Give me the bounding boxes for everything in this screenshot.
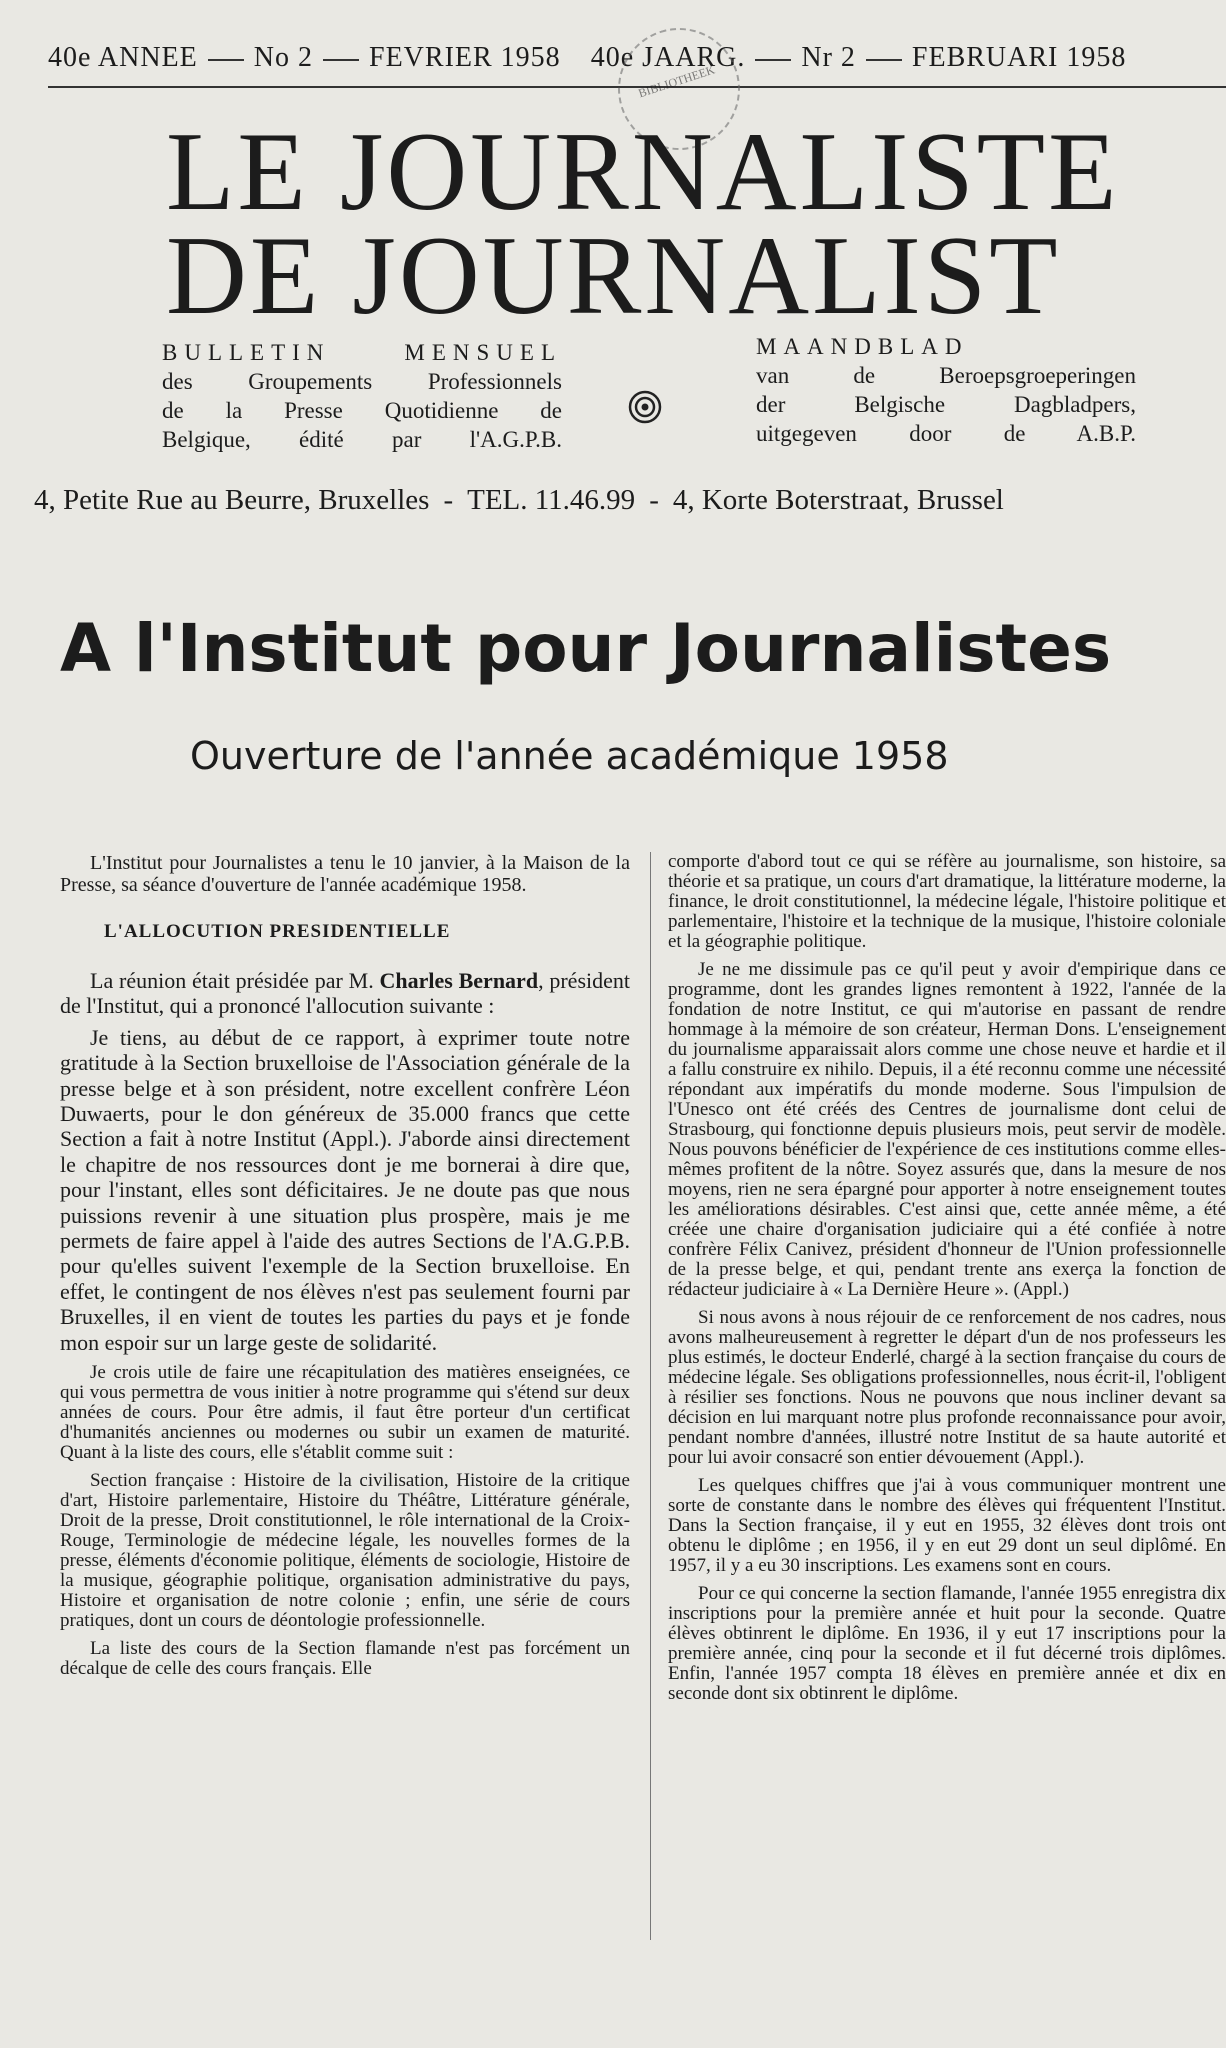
paragraph: La réunion était présidée par M. Charles Bernard, président de l'Institut, qui a prononcé l'allocution suivante : bbox=[60, 968, 630, 1019]
publisher-emblem-icon bbox=[628, 390, 662, 424]
separator-dash bbox=[866, 59, 902, 61]
article-headline: A l'Institut pour Journalistes bbox=[60, 610, 1112, 687]
number-fr: No 2 bbox=[253, 42, 313, 73]
paragraph: Section française : Histoire de la civilisation, Histoire de la critique d'art, Histoire parlementaire, Histoire du Théâtre, Littérature générale, Droit de la presse, Droit constitutionnel, le rôle international de la Croix-Rouge, Terminologie de médecine légale, les nouvelles formes de la presse, éléments d'économie politique, éléments de sociologie, Histoire de la musique, géographie politique, organisation administrative du pays, Histoire et organisation de notre colonie ; enfin, une série de cours pratiques, dont un cours de déontologie professionnelle. bbox=[60, 1470, 630, 1632]
address-line: 4, Petite Rue au Beurre, Bruxelles - TEL. 11.46.99 - 4, Korte Boterstraat, Brussel bbox=[34, 484, 1226, 517]
section-title: L'ALLOCUTION PRESIDENTIELLE bbox=[104, 921, 451, 942]
masthead-line-fr: LE JOURNALISTE bbox=[166, 110, 1120, 234]
subtitle-fr-line: des Groupements Professionnels bbox=[162, 369, 562, 394]
issue-nl: 40e JAARG. bbox=[590, 42, 746, 73]
article-column-left bbox=[60, 852, 630, 1679]
paragraph: Je tiens, au début de ce rapport, à exprimer toute notre gratitude à la Section bruxelloise de l'Association générale de la presse belge et à son président, notre excellent confrère Léon Duwaerts, pour le don généreux de 35.000 francs que cette Section a fait à notre Institut (Appl.). J'aborde ainsi directement le chapitre de nos ressources dont je me bornerai à dire que, pour l'instant, elles sont déficitaires. Je ne doute pas que nous puissions revenir à une situation plus prospère, mais je me permets de faire appel à l'aide des autres Sections de l'A.G.P.B. pour qu'elles suivent l'exemple de la Section bruxelloise. En effet, le contingent de nos élèves n'est pas seulement fourni par Bruxelles, il en vient de toutes les parties du pays et je fonde mon espoir sur un large geste de solidarité. bbox=[60, 1024, 630, 1355]
paragraph: Si nous avons à nous réjouir de ce renforcement de nos cadres, nous avons malheureusement à regretter le départ d'un de nos professeurs les plus estimés, le docteur Enderlé, chargé à la section française du cours de médecine légale. Ses obligations professionnelles, nous écrit-il, l'obligent à résilier ses fonctions. Nous ne pouvons que nous incliner devant sa décision en lui marquant notre plus profonde reconnaissance pour avoir, pendant nombre d'années, illustré notre Institut de sa haute autorité et pour lui avoir consacré son entier dévouement (Appl.). bbox=[668, 1307, 1226, 1468]
paragraph: Je crois utile de faire une récapitulation des matières enseignées, ce qui vous permettra de vous initier à notre programme qui s'étend sur deux années de cours. Pour être admis, il faut être porteur d'un certificat d'humanités anciennes ou modernes ou subir un examen de maturité. Quant à la liste des cours, elle s'établit comme suit : bbox=[60, 1362, 630, 1464]
library-stamp: BIBLIOTHEEK bbox=[602, 12, 756, 166]
subtitle-nl-line: der Belgische Dagbladpers, bbox=[756, 392, 1136, 417]
telephone: TEL. 11.46.99 bbox=[467, 484, 635, 517]
column-divider bbox=[650, 852, 651, 1940]
subtitle-fr-line: Belgique, édité par l'A.G.P.B. bbox=[162, 427, 562, 452]
subtitle-nl-line: van de Beroepsgroeperingen bbox=[756, 363, 1136, 388]
address-nl: 4, Korte Boterstraat, Brussel bbox=[673, 484, 1004, 517]
separator-dash bbox=[755, 59, 791, 61]
article-column-right bbox=[668, 852, 1226, 1704]
paragraph: Pour ce qui concerne la section flamande, l'année 1955 enregistra dix inscriptions pour la première année et huit pour la seconde. Quatre élèves obtinrent le diplôme. En 1936, il y eut 17 inscriptions pour la première année, cinq pour la seconde et il fut décerné trois diplômes. Enfin, l'année 1957 compta 18 élèves en première année et dix en seconde dont six obtinrent le diplôme. bbox=[668, 1583, 1226, 1704]
subtitle-fr-label: BULLETIN MENSUEL bbox=[162, 340, 562, 365]
article-subheadline: Ouverture de l'année académique 1958 bbox=[190, 734, 949, 778]
subtitle-nl bbox=[756, 332, 1136, 448]
subtitle-nl-label: MAANDBLAD bbox=[756, 334, 969, 359]
paragraph: Les quelques chiffres que j'ai à vous communiquer montrent une sorte de constante dans le nombre des élèves qui fréquentent l'Institut. Dans la Section française, il y eut en 1955, 32 élèves dont trois ont obtenu le diplôme ; en 1956, il y en eut 29 dont un seul diplômé. En 1957, il y a eu 30 inscriptions. Les examens sont en cours. bbox=[668, 1475, 1226, 1576]
subtitle-fr-line: de la Presse Quotidienne de bbox=[162, 398, 562, 423]
paragraph: comporte d'abord tout ce qui se réfère au journalisme, son histoire, sa théorie et sa pratique, un cours d'art dramatique, la littérature moderne, la finance, le droit constitutionnel, la médecine légale, l'histoire politique et parlementaire, l'histoire et la technique de la musique, l'histoire coloniale et la géographie politique. bbox=[668, 852, 1226, 952]
paragraph: Je ne me dissimule pas ce qu'il peut y avoir d'empirique dans ce programme, dont les grandes lignes remontent à 1922, l'année de la fondation de notre Institut, ce qui m'autorise en passant de rendre hommage à la mémoire de son créateur, Herman Dons. L'enseignement du journalisme apparaissait alors comme une chose neuve et hardie et il a fallu construire ex nihilo. Depuis, il a été reconnu comme une nécessité répondant aux impératifs du monde moderne. Sous l'impulsion de l'Unesco ont été créés des Centres de journalisme dont celui de Strasbourg, qui fonctionne depuis plusieurs mois, peut servir de modèle. Nous pouvons bénéficier de l'expérience de ces institutions comme elles-mêmes profitent de la nôtre. Soyez assurés que, dans la mesure de nos moyens, rien ne sera épargné pour apporter à notre enseignement toutes les améliorations désirables. C'est ainsi que, cette année même, a été créée une chaire d'organisation judiciaire qui a été confiée à notre confrère Félix Canivez, président d'honneur de l'Union professionnelle de la presse belge, et qui, pendant trente ans exerça la fonction de rédacteur judiciaire à « La Dernière Heure ». (Appl.) bbox=[668, 959, 1226, 1300]
number-nl: Nr 2 bbox=[801, 42, 856, 73]
article-intro: L'Institut pour Journalistes a tenu le 10 janvier, à la Maison de la Presse, sa séance d'ouverture de l'année académique 1958. bbox=[60, 852, 630, 896]
masthead-line-nl: DE JOURNALIST bbox=[166, 214, 1061, 338]
separator-dash bbox=[208, 59, 244, 61]
subtitle-fr bbox=[162, 338, 562, 454]
president-name: Charles Bernard bbox=[379, 968, 539, 993]
paragraph: La liste des cours de la Section flamande n'est pas forcément un décalque de celle des cours français. Elle bbox=[60, 1638, 630, 1680]
separator-dash bbox=[323, 59, 359, 61]
subtitle-nl-line: uitgegeven door de A.B.P. bbox=[756, 421, 1136, 446]
date-fr: FEVRIER 1958 bbox=[369, 42, 561, 73]
issue-fr: 40e ANNEE bbox=[48, 42, 198, 73]
date-nl: FEBRUARI 1958 bbox=[911, 42, 1127, 73]
address-fr: 4, Petite Rue au Beurre, Bruxelles bbox=[34, 484, 429, 517]
